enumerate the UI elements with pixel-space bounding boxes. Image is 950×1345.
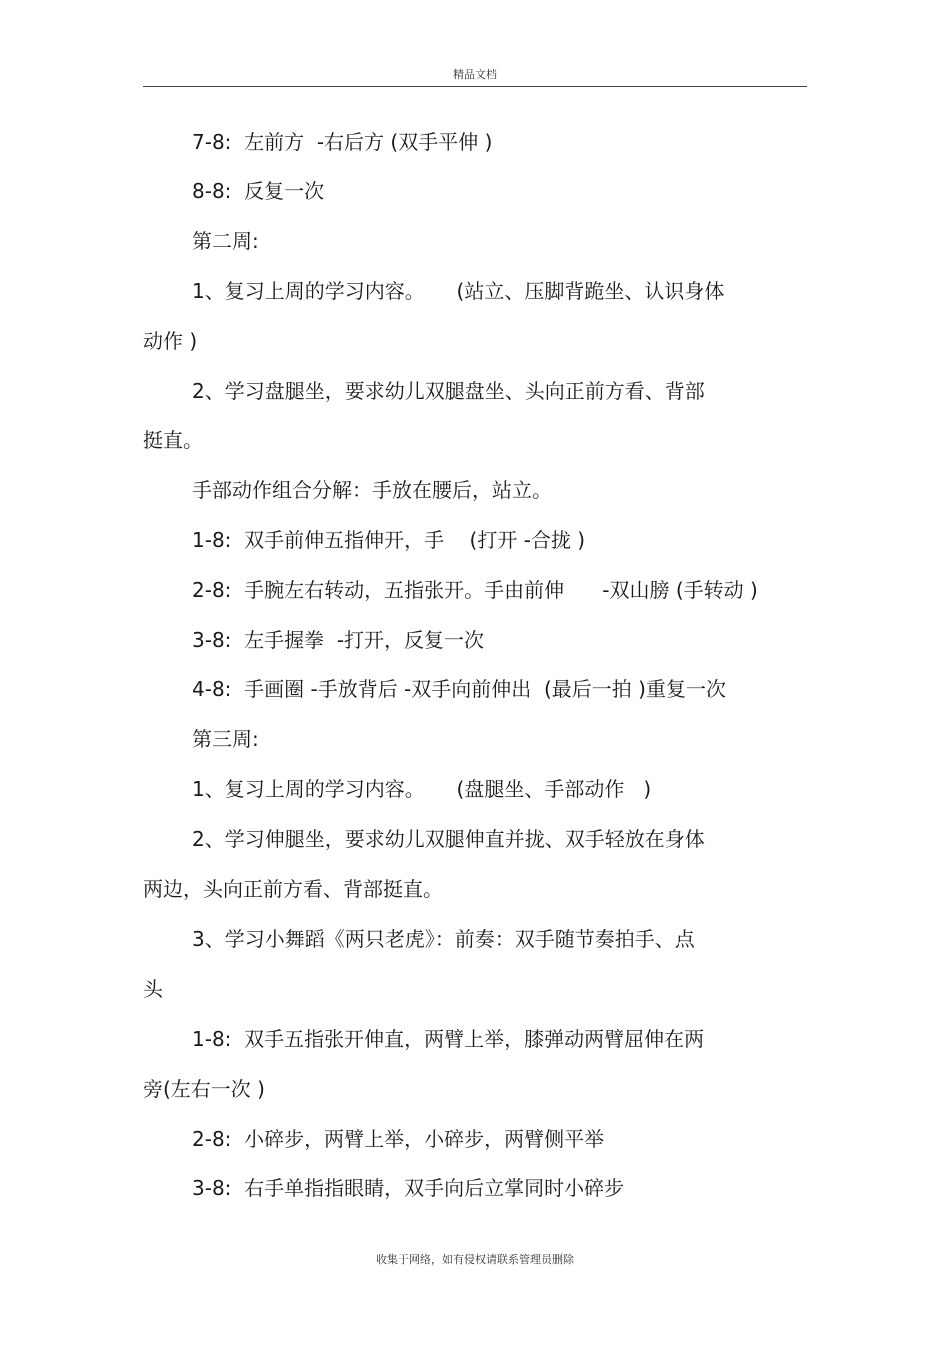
page-footer: 收集于网络，如有侵权请联系管理员删除	[376, 1253, 574, 1266]
text-line: 1-8: 双手五指张开伸直，两臂上举，膝弹动两臂屈伸在两	[192, 1027, 705, 1051]
text-line: 2-8: 手腕左右转动，五指张开。手由前伸 -双山膀 (手转动 )	[192, 578, 758, 602]
text-line: 1、复习上周的学习内容。 (盘腿坐、手部动作 )	[192, 777, 652, 801]
text-line: 4-8: 手画圈 -手放背后 -双手向前伸出 (最后一拍 )重复一次	[192, 677, 726, 701]
text-line: 1、复习上周的学习内容。 (站立、压脚背跪坐、认识身体	[192, 279, 725, 303]
text-line: 动作 )	[143, 329, 198, 353]
text-line: 3、学习小舞蹈《两只老虎》：前奏：双手随节奏拍手、点	[192, 927, 695, 951]
text-line: 手部动作组合分解：手放在腰后，站立。	[192, 478, 552, 502]
text-line: 旁(左右一次 )	[143, 1077, 265, 1101]
text-line: 两边，头向正前方看、背部挺直。	[143, 877, 443, 901]
section-heading: 第三周:	[192, 727, 259, 751]
text-line: 挺直。	[143, 428, 203, 452]
page-header: 精品文档	[453, 68, 497, 81]
text-line: 2-8: 小碎步，两臂上举，小碎步，两臂侧平举	[192, 1127, 605, 1151]
text-line: 头	[143, 977, 163, 1001]
text-line: 2、学习伸腿坐，要求幼儿双腿伸直并拢、双手轻放在身体	[192, 827, 705, 851]
text-line: 8-8: 反复一次	[192, 179, 325, 203]
text-line: 7-8: 左前方 -右后方 (双手平伸 )	[192, 130, 493, 154]
section-heading: 第二周:	[192, 229, 259, 253]
header-divider	[143, 86, 807, 87]
text-line: 3-8: 左手握拳 -打开，反复一次	[192, 628, 485, 652]
text-line: 2、学习盘腿坐，要求幼儿双腿盘坐、头向正前方看、背部	[192, 379, 705, 403]
text-line: 3-8: 右手单指指眼睛，双手向后立掌同时小碎步	[192, 1176, 625, 1200]
text-line: 1-8: 双手前伸五指伸开，手 (打开 -合拢 )	[192, 528, 586, 552]
